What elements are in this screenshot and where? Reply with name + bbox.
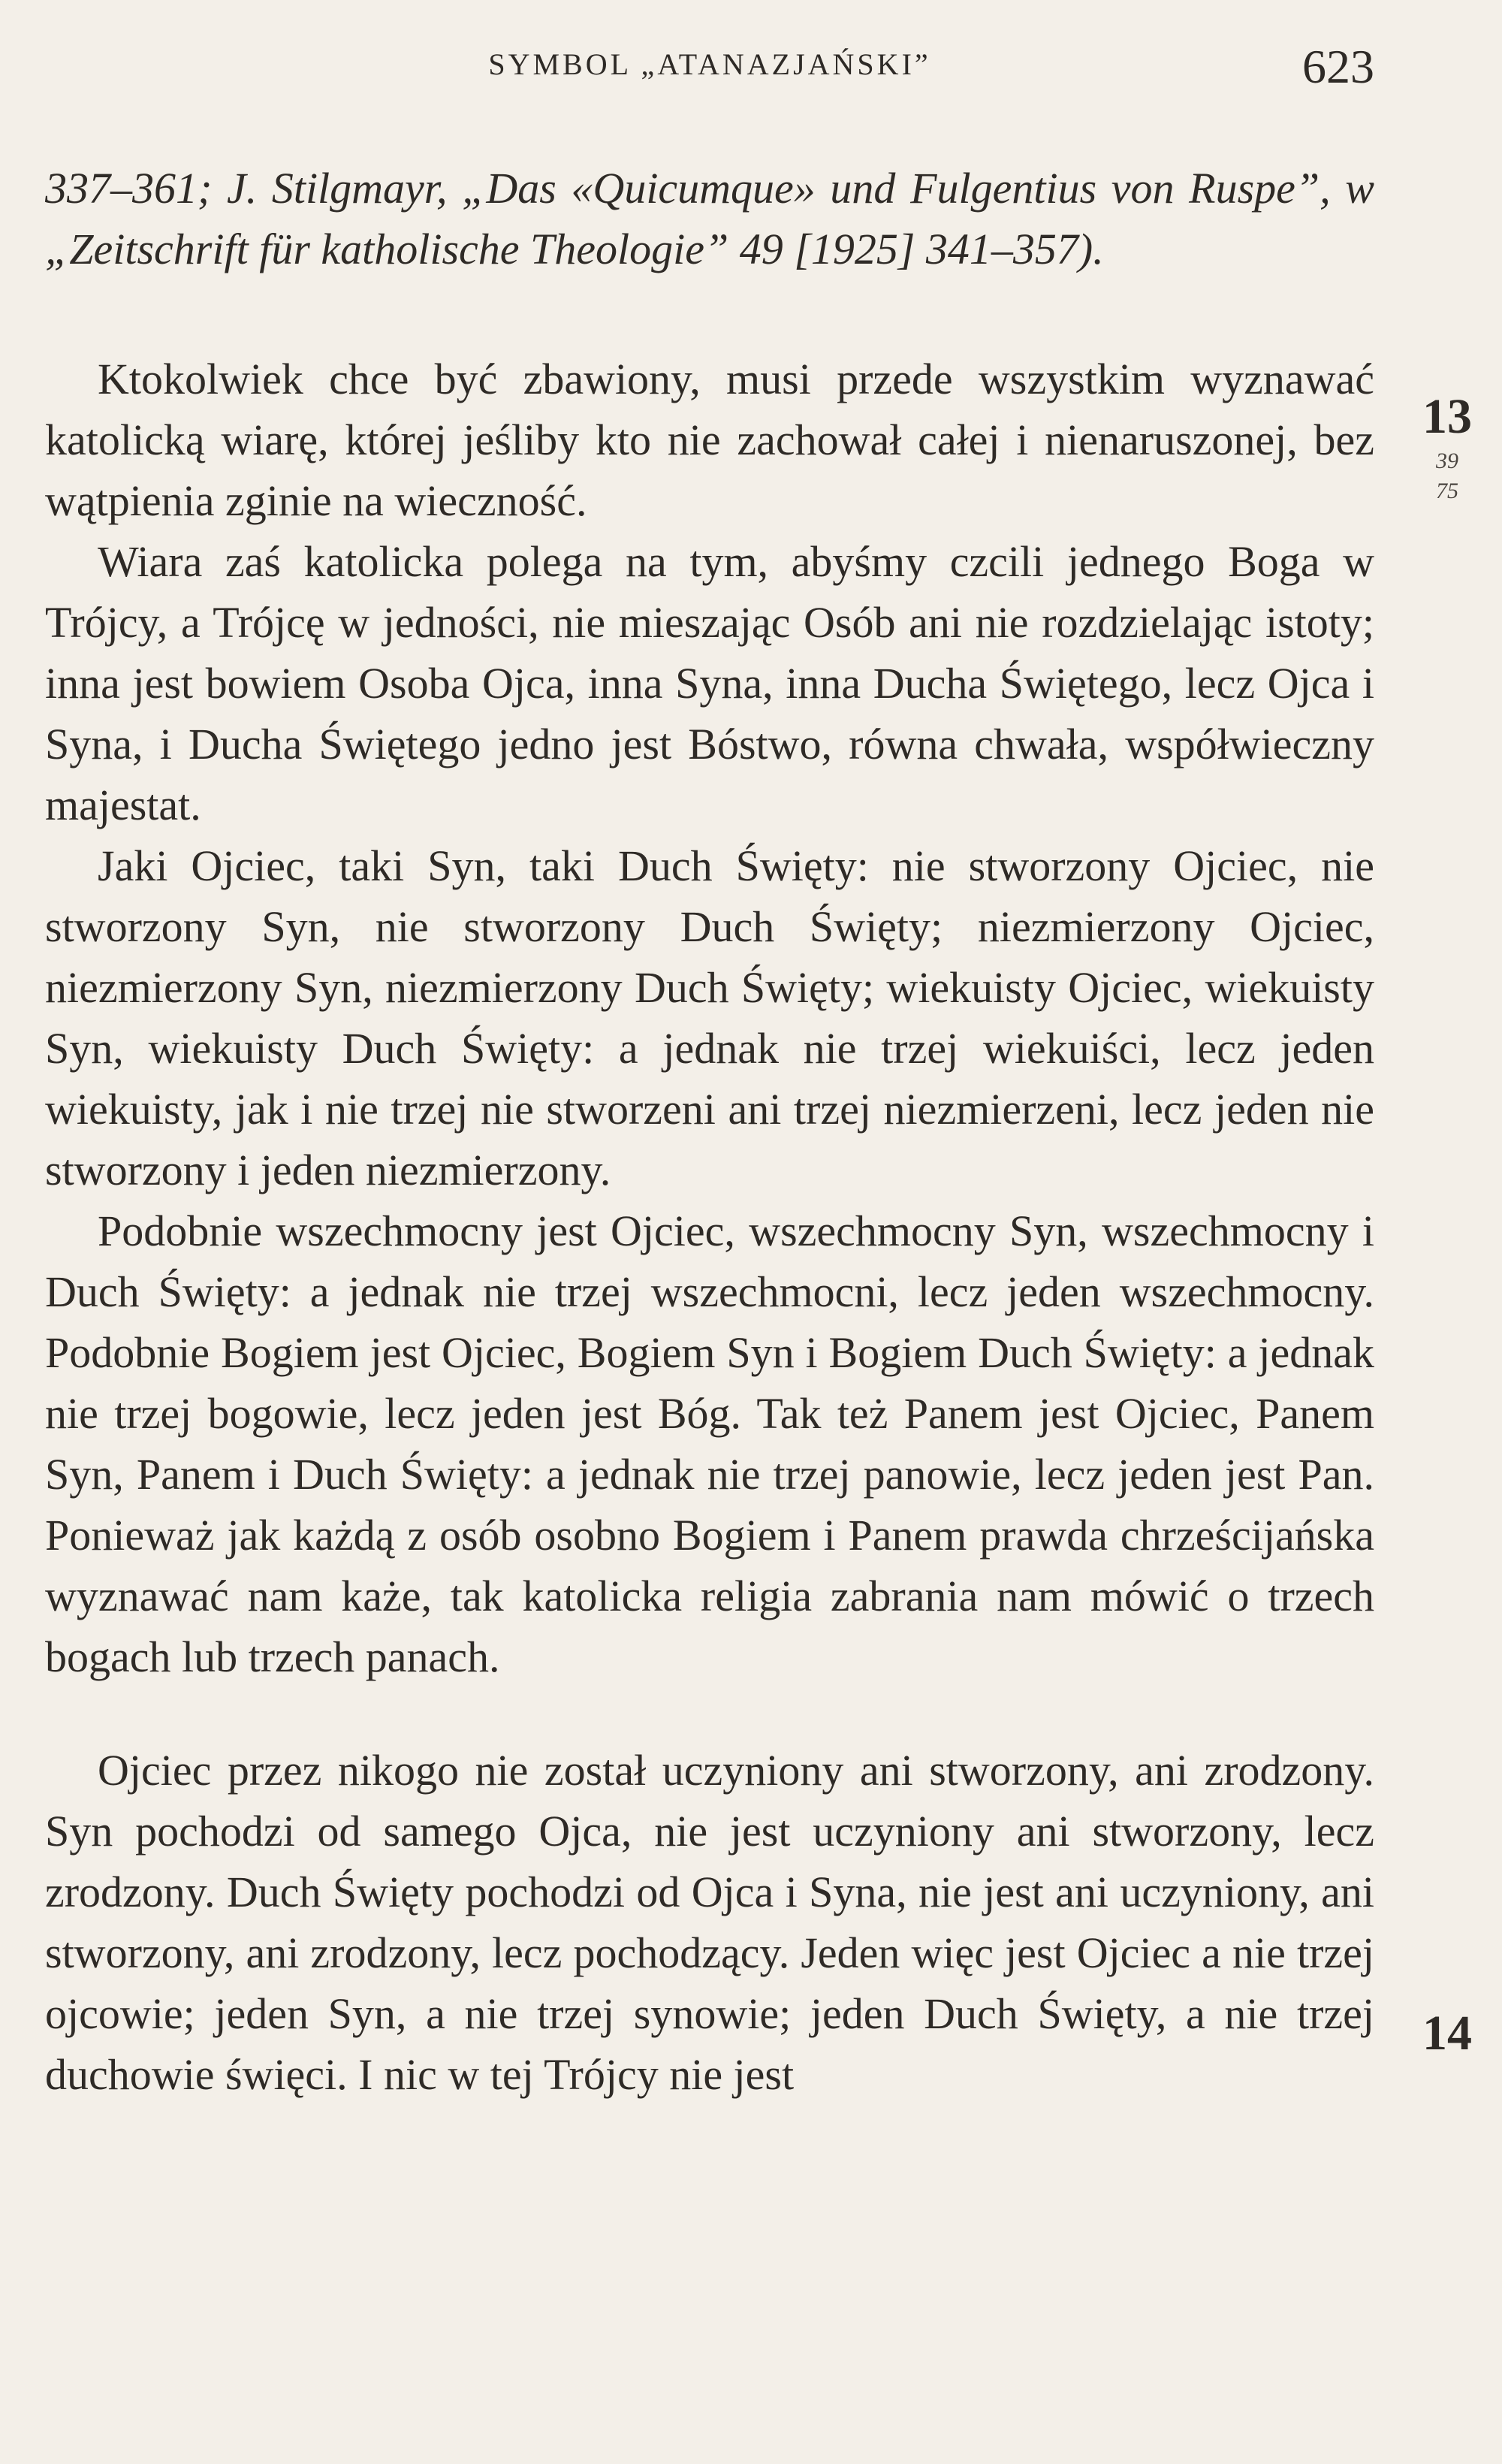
page-number: 623 (1302, 40, 1374, 93)
running-head: SYMBOL „ATANAZJAŃSKI” (488, 47, 931, 81)
page-header (45, 39, 1374, 92)
spacer (45, 279, 1374, 349)
paragraph-1: Ktokolwiek chce być zbawiony, musi przede wszystkim wyznawać katolicką wiarę, której jeśliby kto nie zachował całej i nienaruszonej, bez wątpienia zginie na wieczność. (45, 355, 1374, 525)
margin-section-14: 14 (1422, 2006, 1472, 2061)
footnote-continuation: 337–361; J. Stilgmayr, „Das «Quicumque» und Fulgentius von Ruspe”, w „Zeitschrift für katholische Theologie” 49 [1925] 341–357). (45, 164, 1374, 273)
paragraph-2: Wiara zaś katolicka polega na tym, abyśmy czcili jednego Boga w Trójcy, a Trójcę w jedności, nie mieszając Osób ani nie rozdzielając istoty; inna jest bowiem Osoba Ojca, inna Syna, inna Ducha Świętego, lecz Ojca i Syna, i Ducha Świętego jedno jest Bóstwo, równa chwała, współwieczny majestat. (45, 537, 1374, 829)
paragraph-5: Ojciec przez nikogo nie został uczyniony ani stworzony, ani zrodzony. Syn pochodzi od samego Ojca, nie jest uczyniony ani stworzony, lecz zrodzony. Duch Święty pochodzi od Ojca i Syna, nie jest ani uczyniony, ani stworzony, ani zrodzony, lecz pochodzący. Jeden więc jest Ojciec a nie trzej ojcowie; jeden Syn, a nie trzej synowie; jeden Duch Święty, a nie trzej duchowie święci. I nic w tej Trójcy nie jest (45, 1746, 1374, 2099)
paragraph-3: Jaki Ojciec, taki Syn, taki Duch Święty: nie stworzony Ojciec, nie stworzony Syn, nie stworzony Duch Święty; niezmierzony Ojciec, niezmierzony Syn, niezmierzony Duch Święty; wiekuisty Ojciec, wiekuisty Syn, wiekuisty Duch Święty: a jednak nie trzej wiekuiści, lecz jeden wiekuisty, jak i nie trzej nie stworzeni ani trzej niezmierzeni, lecz jeden nie stworzony i jeden niezmierzony. (45, 841, 1374, 1194)
spacer (45, 1687, 1374, 1740)
margin-section-13: 13 (1422, 389, 1472, 444)
main-text (45, 158, 1374, 2105)
paragraph-4: Podobnie wszechmocny jest Ojciec, wszechmocny Syn, wszechmocny i Duch Święty: a jednak nie trzej wszechmocni, lecz jeden wszechmocny. Podobnie Bogiem jest Ojciec, Bogiem Syn i Bogiem Duch Święty: a jednak nie trzej bogowie, lecz jeden jest Bóg. Tak też Panem jest Ojciec, Panem Syn, Panem i Duch Święty: a jednak nie trzej panowie, lecz jeden jest Pan. Ponieważ jak każdą z osób osobno Bogiem i Panem prawda chrześcijańska wyznawać nam każe, tak katolicka religia zabrania nam mówić o trzech bogach lub trzech panach. (45, 1206, 1374, 1681)
margin-ref-39: 39 (1436, 448, 1458, 473)
margin-ref-75: 75 (1436, 479, 1458, 503)
